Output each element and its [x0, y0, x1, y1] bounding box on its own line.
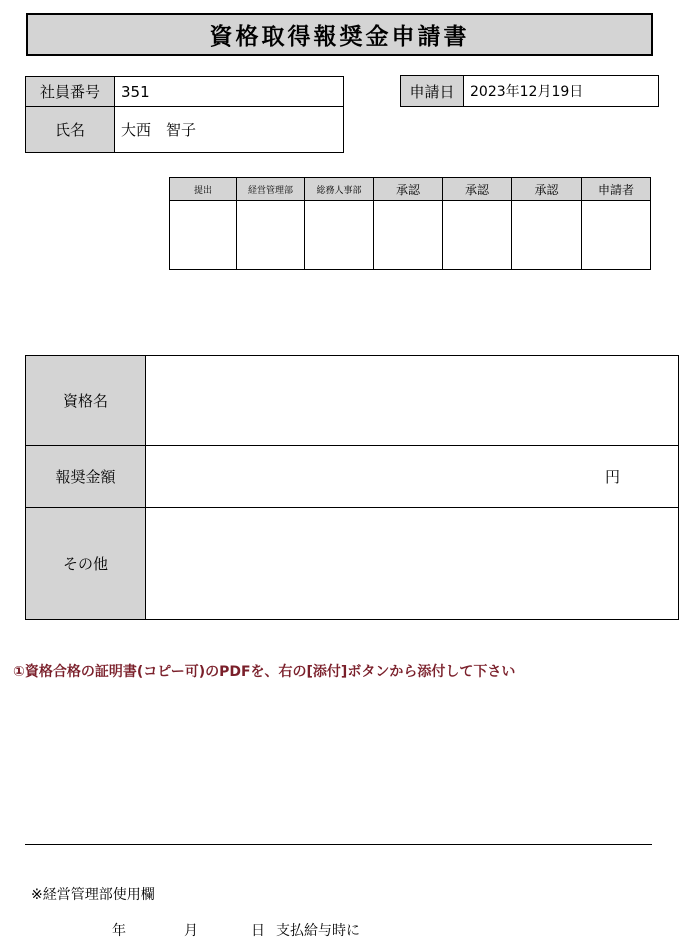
payment-timing-text: 支払給与時に	[276, 923, 360, 939]
section-divider	[25, 844, 652, 845]
reward-amount-field[interactable]	[146, 446, 679, 508]
stamp-box-hr[interactable]	[305, 201, 374, 270]
stamp-box-submit[interactable]	[170, 201, 237, 270]
other-label: その他	[26, 508, 146, 620]
approval-stamp-table	[169, 177, 651, 270]
employee-name-field[interactable]: 大西 智子	[115, 107, 344, 153]
qualification-detail-table	[25, 355, 679, 620]
application-date-field[interactable]: 2023年12月19日	[464, 76, 659, 107]
yen-unit: 円	[604, 468, 620, 486]
page-title: 資格取得報奨金申請書	[26, 13, 653, 56]
other-field[interactable]	[146, 508, 679, 620]
month-label: 月	[184, 923, 198, 939]
day-label: 日	[251, 923, 265, 939]
stamp-box-approve-3[interactable]	[512, 201, 582, 270]
qualification-name-field[interactable]	[146, 356, 679, 446]
application-date-label: 申請日	[401, 76, 464, 107]
approval-header-applicant: 申請者	[582, 178, 651, 201]
stamp-box-approve-1[interactable]	[374, 201, 443, 270]
stamp-box-management[interactable]	[237, 201, 305, 270]
approval-header-hr: 総務人事部	[305, 178, 374, 201]
employee-name-label: 氏名	[26, 107, 115, 153]
approval-header-management: 経営管理部	[237, 178, 305, 201]
employee-id-label: 社員番号	[26, 77, 115, 107]
approval-header-approve-2: 承認	[443, 178, 512, 201]
reward-amount-label: 報奨金額	[26, 446, 146, 508]
employee-info-table	[25, 76, 344, 153]
attachment-notice: ①資格合格の証明書(コピー可)のPDFを、右の[添付]ボタンから添付して下さい	[13, 664, 516, 680]
application-date-table	[400, 75, 659, 107]
stamp-box-applicant[interactable]	[582, 201, 651, 270]
year-label: 年	[112, 923, 126, 939]
approval-header-approve-1: 承認	[374, 178, 443, 201]
management-use-label: ※経営管理部使用欄	[31, 887, 155, 903]
approval-header-approve-3: 承認	[512, 178, 582, 201]
qualification-name-label: 資格名	[26, 356, 146, 446]
payment-date-row	[0, 920, 679, 940]
approval-header-submit: 提出	[170, 178, 237, 201]
stamp-box-approve-2[interactable]	[443, 201, 512, 270]
employee-id-field[interactable]: 351	[115, 77, 344, 107]
